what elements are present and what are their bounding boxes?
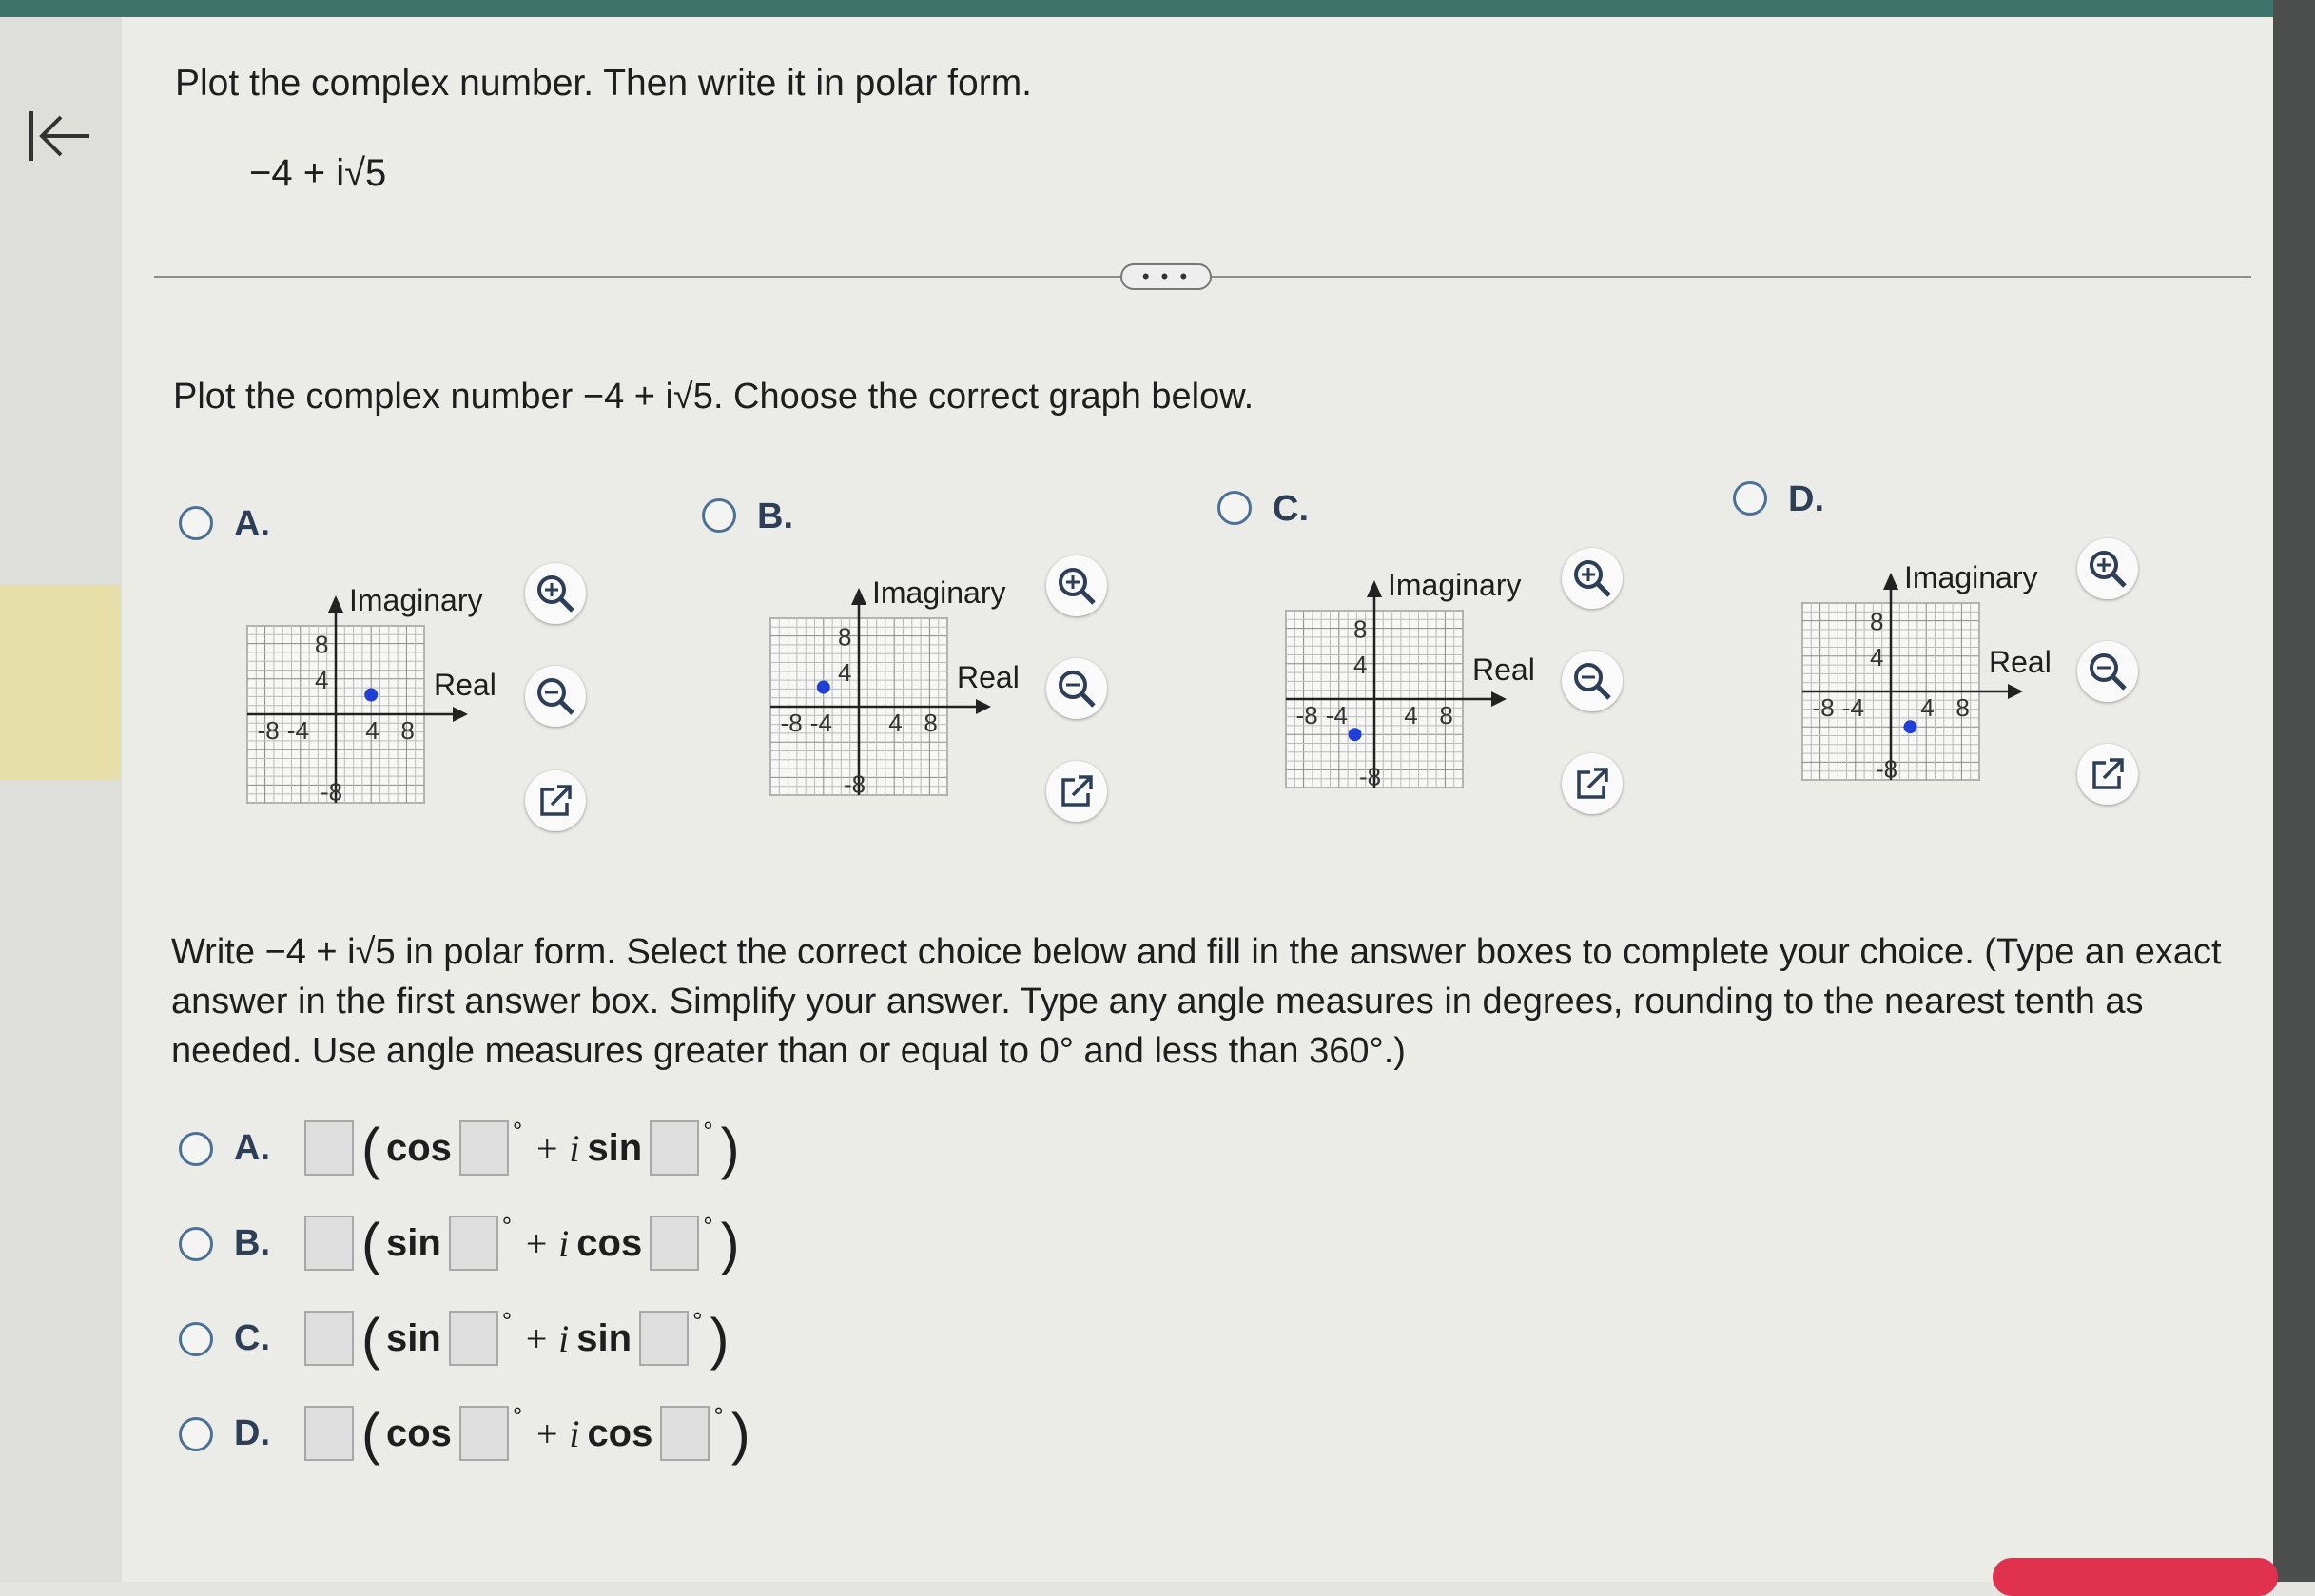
complex-plane-svg: [1788, 548, 2052, 786]
angle-input-1[interactable]: [459, 1120, 509, 1176]
plus-i: + i: [534, 1411, 580, 1455]
zoom-out-icon: [534, 674, 577, 718]
imaginary-axis-label: Imaginary: [349, 583, 483, 617]
collapse-left-button[interactable]: [21, 103, 99, 169]
degree-symbol: °: [713, 1401, 724, 1431]
plotted-point: [364, 689, 378, 702]
zoom-out-button[interactable]: [525, 666, 586, 727]
open-paren: (: [361, 1306, 380, 1371]
tick-label: 4: [1353, 650, 1368, 679]
tick-label: -8: [1812, 693, 1835, 722]
tick-label: 8: [838, 622, 852, 652]
degree-symbol: °: [692, 1306, 703, 1335]
tick-label: 4: [1404, 701, 1418, 730]
tick-label: 8: [400, 716, 415, 745]
external-link-icon: [536, 782, 574, 820]
tick-label: -8: [321, 777, 343, 807]
zoom-in-button[interactable]: [2077, 538, 2138, 599]
graph-option-c-label: C.: [1273, 489, 1309, 529]
polar-choice-d-label: D.: [234, 1413, 270, 1453]
close-paren: ): [720, 1211, 740, 1275]
imaginary-axis-label: Imaginary: [872, 575, 1006, 610]
zoom-in-icon: [1570, 556, 1614, 600]
real-axis-label: Real: [434, 668, 496, 702]
polar-choice-b-formula: [304, 1210, 740, 1276]
graph-option-b-label: B.: [757, 496, 793, 536]
left-accent: [0, 585, 120, 780]
graph-option-d-radio[interactable]: [1733, 481, 1767, 516]
close-paren: ): [720, 1116, 740, 1180]
degree-symbol: °: [501, 1211, 513, 1240]
degree-symbol: °: [703, 1116, 713, 1145]
zoom-out-button[interactable]: [1562, 651, 1623, 711]
open-paren: (: [361, 1401, 380, 1466]
graph-option-b-radio[interactable]: [702, 498, 736, 533]
tick-label: 8: [1955, 693, 1970, 722]
tick-label: 4: [315, 665, 329, 694]
part2-instruction: Write −4 + i√5 in polar form. Select the correct choice below and fill in the answer boxes to complete your choice. (Type an exact answer in the first answer box. Simplify your answer. Type any angle measures in degrees, rounding to the nearest tenth as needed. Use angle measures greater than or equal to 0° and less than 360°.): [171, 932, 2222, 1071]
plotted-point: [817, 681, 830, 694]
open-graph-button[interactable]: [1046, 761, 1107, 822]
right-edge: [2273, 0, 2315, 1582]
graph-option-b: [756, 563, 1020, 801]
polar-choice-a-radio[interactable]: [179, 1132, 213, 1166]
tick-label: -8: [1359, 762, 1382, 791]
zoom-out-button[interactable]: [2077, 641, 2138, 702]
tick-label: -8: [1876, 754, 1898, 784]
complex-plane-svg: [233, 571, 496, 808]
tick-label: -4: [809, 709, 832, 737]
trig-function-1: sin: [385, 1221, 441, 1264]
angle-input-2[interactable]: [650, 1216, 699, 1271]
trig-function-2: cos: [587, 1411, 653, 1454]
more-button[interactable]: • • •: [1120, 263, 1212, 290]
real-axis-label: Real: [957, 660, 1020, 694]
tick-label: 4: [888, 709, 903, 737]
tick-label: -8: [844, 769, 866, 799]
trig-function-2: sin: [576, 1316, 632, 1359]
tick-label: 4: [838, 657, 852, 687]
angle-input-1[interactable]: [449, 1311, 498, 1366]
arrow-left-to-line-icon: [27, 106, 93, 166]
modulus-input[interactable]: [304, 1311, 354, 1366]
graph-option-d-label: D.: [1788, 479, 1824, 519]
polar-choice-b-label: B.: [234, 1223, 270, 1263]
zoom-in-button[interactable]: [1562, 548, 1623, 609]
real-axis-label: Real: [1472, 652, 1535, 687]
polar-choice-d-formula: [304, 1400, 750, 1467]
angle-input-2[interactable]: [639, 1311, 689, 1366]
graph-option-a-radio[interactable]: [179, 506, 213, 540]
bottom-action-button[interactable]: [1993, 1558, 2278, 1596]
trig-function-1: cos: [385, 1411, 452, 1454]
angle-input-1[interactable]: [449, 1216, 498, 1271]
polar-choice-a-label: A.: [234, 1128, 270, 1168]
graph-option-c: [1272, 555, 1535, 793]
angle-input-2[interactable]: [660, 1406, 710, 1461]
plus-i: + i: [523, 1221, 570, 1265]
tick-label: -8: [780, 709, 803, 737]
plus-i: + i: [523, 1316, 570, 1360]
tick-label: -8: [1295, 701, 1318, 730]
zoom-in-button[interactable]: [525, 563, 586, 624]
open-paren: (: [361, 1116, 380, 1180]
zoom-out-icon: [1055, 667, 1099, 710]
angle-input-2[interactable]: [650, 1120, 699, 1176]
degree-symbol: °: [512, 1401, 523, 1431]
polar-choice-c-label: C.: [234, 1318, 270, 1358]
modulus-input[interactable]: [304, 1120, 354, 1176]
tick-label: 8: [1353, 614, 1368, 644]
tick-label: -4: [1325, 701, 1348, 730]
part1-instruction: Plot the complex number −4 + i√5. Choose the correct graph below.: [173, 377, 1255, 417]
external-link-icon: [2089, 755, 2127, 793]
external-link-icon: [1573, 765, 1611, 803]
tick-label: 4: [1870, 642, 1884, 671]
close-paren: ): [730, 1401, 750, 1466]
external-link-icon: [1058, 772, 1096, 810]
zoom-in-icon: [2086, 547, 2130, 591]
zoom-in-icon: [1055, 564, 1099, 608]
degree-symbol: °: [703, 1211, 713, 1240]
zoom-out-icon: [2086, 650, 2130, 693]
real-axis-label: Real: [1989, 645, 2052, 679]
graph-option-a-label: A.: [234, 504, 270, 544]
close-paren: ): [710, 1306, 730, 1371]
modulus-input[interactable]: [304, 1406, 354, 1461]
tick-label: 4: [365, 716, 379, 745]
trig-function-2: cos: [576, 1221, 643, 1264]
plotted-point: [1349, 728, 1362, 741]
graph-option-c-radio[interactable]: [1217, 491, 1252, 525]
top-bar: [0, 0, 2315, 17]
polar-choice-c-radio[interactable]: [179, 1322, 213, 1356]
complex-plane-svg: [1272, 555, 1535, 793]
polar-choice-d-radio[interactable]: [179, 1417, 213, 1451]
trig-function-2: sin: [587, 1126, 643, 1169]
zoom-in-button[interactable]: [1046, 555, 1107, 616]
tick-label: -4: [1841, 693, 1864, 722]
zoom-in-icon: [534, 572, 577, 615]
polar-choice-c-formula: [304, 1305, 729, 1372]
degree-symbol: °: [512, 1116, 523, 1145]
question-title: Plot the complex number. Then write it in polar form.: [175, 63, 1033, 104]
zoom-out-icon: [1570, 659, 1614, 703]
trig-function-1: cos: [385, 1126, 452, 1169]
modulus-input[interactable]: [304, 1216, 354, 1271]
polar-choice-a-formula: [304, 1115, 740, 1181]
tick-label: 4: [1920, 693, 1935, 722]
imaginary-axis-label: Imaginary: [1904, 560, 2038, 594]
tick-label: 8: [924, 709, 938, 737]
zoom-out-button[interactable]: [1046, 658, 1107, 719]
tick-label: -4: [286, 716, 309, 745]
complex-plane-svg: [756, 563, 1020, 801]
imaginary-axis-label: Imaginary: [1388, 568, 1522, 602]
polar-choice-b-radio[interactable]: [179, 1227, 213, 1261]
open-paren: (: [361, 1211, 380, 1275]
tick-label: 8: [315, 630, 329, 659]
trig-function-1: sin: [385, 1316, 441, 1359]
open-graph-button[interactable]: [525, 770, 586, 831]
question-expression: −4 + i√5: [249, 152, 387, 194]
graph-option-a: [233, 571, 496, 808]
tick-label: -8: [257, 716, 280, 745]
open-graph-button[interactable]: [1562, 753, 1623, 814]
degree-symbol: °: [501, 1306, 513, 1335]
open-graph-button[interactable]: [2077, 744, 2138, 805]
plus-i: + i: [534, 1126, 580, 1170]
tick-label: 8: [1870, 607, 1884, 636]
tick-label: 8: [1439, 701, 1453, 730]
plotted-point: [1903, 720, 1916, 733]
angle-input-1[interactable]: [459, 1406, 509, 1461]
graph-option-d: [1788, 548, 2052, 786]
left-strip: [0, 17, 122, 1582]
